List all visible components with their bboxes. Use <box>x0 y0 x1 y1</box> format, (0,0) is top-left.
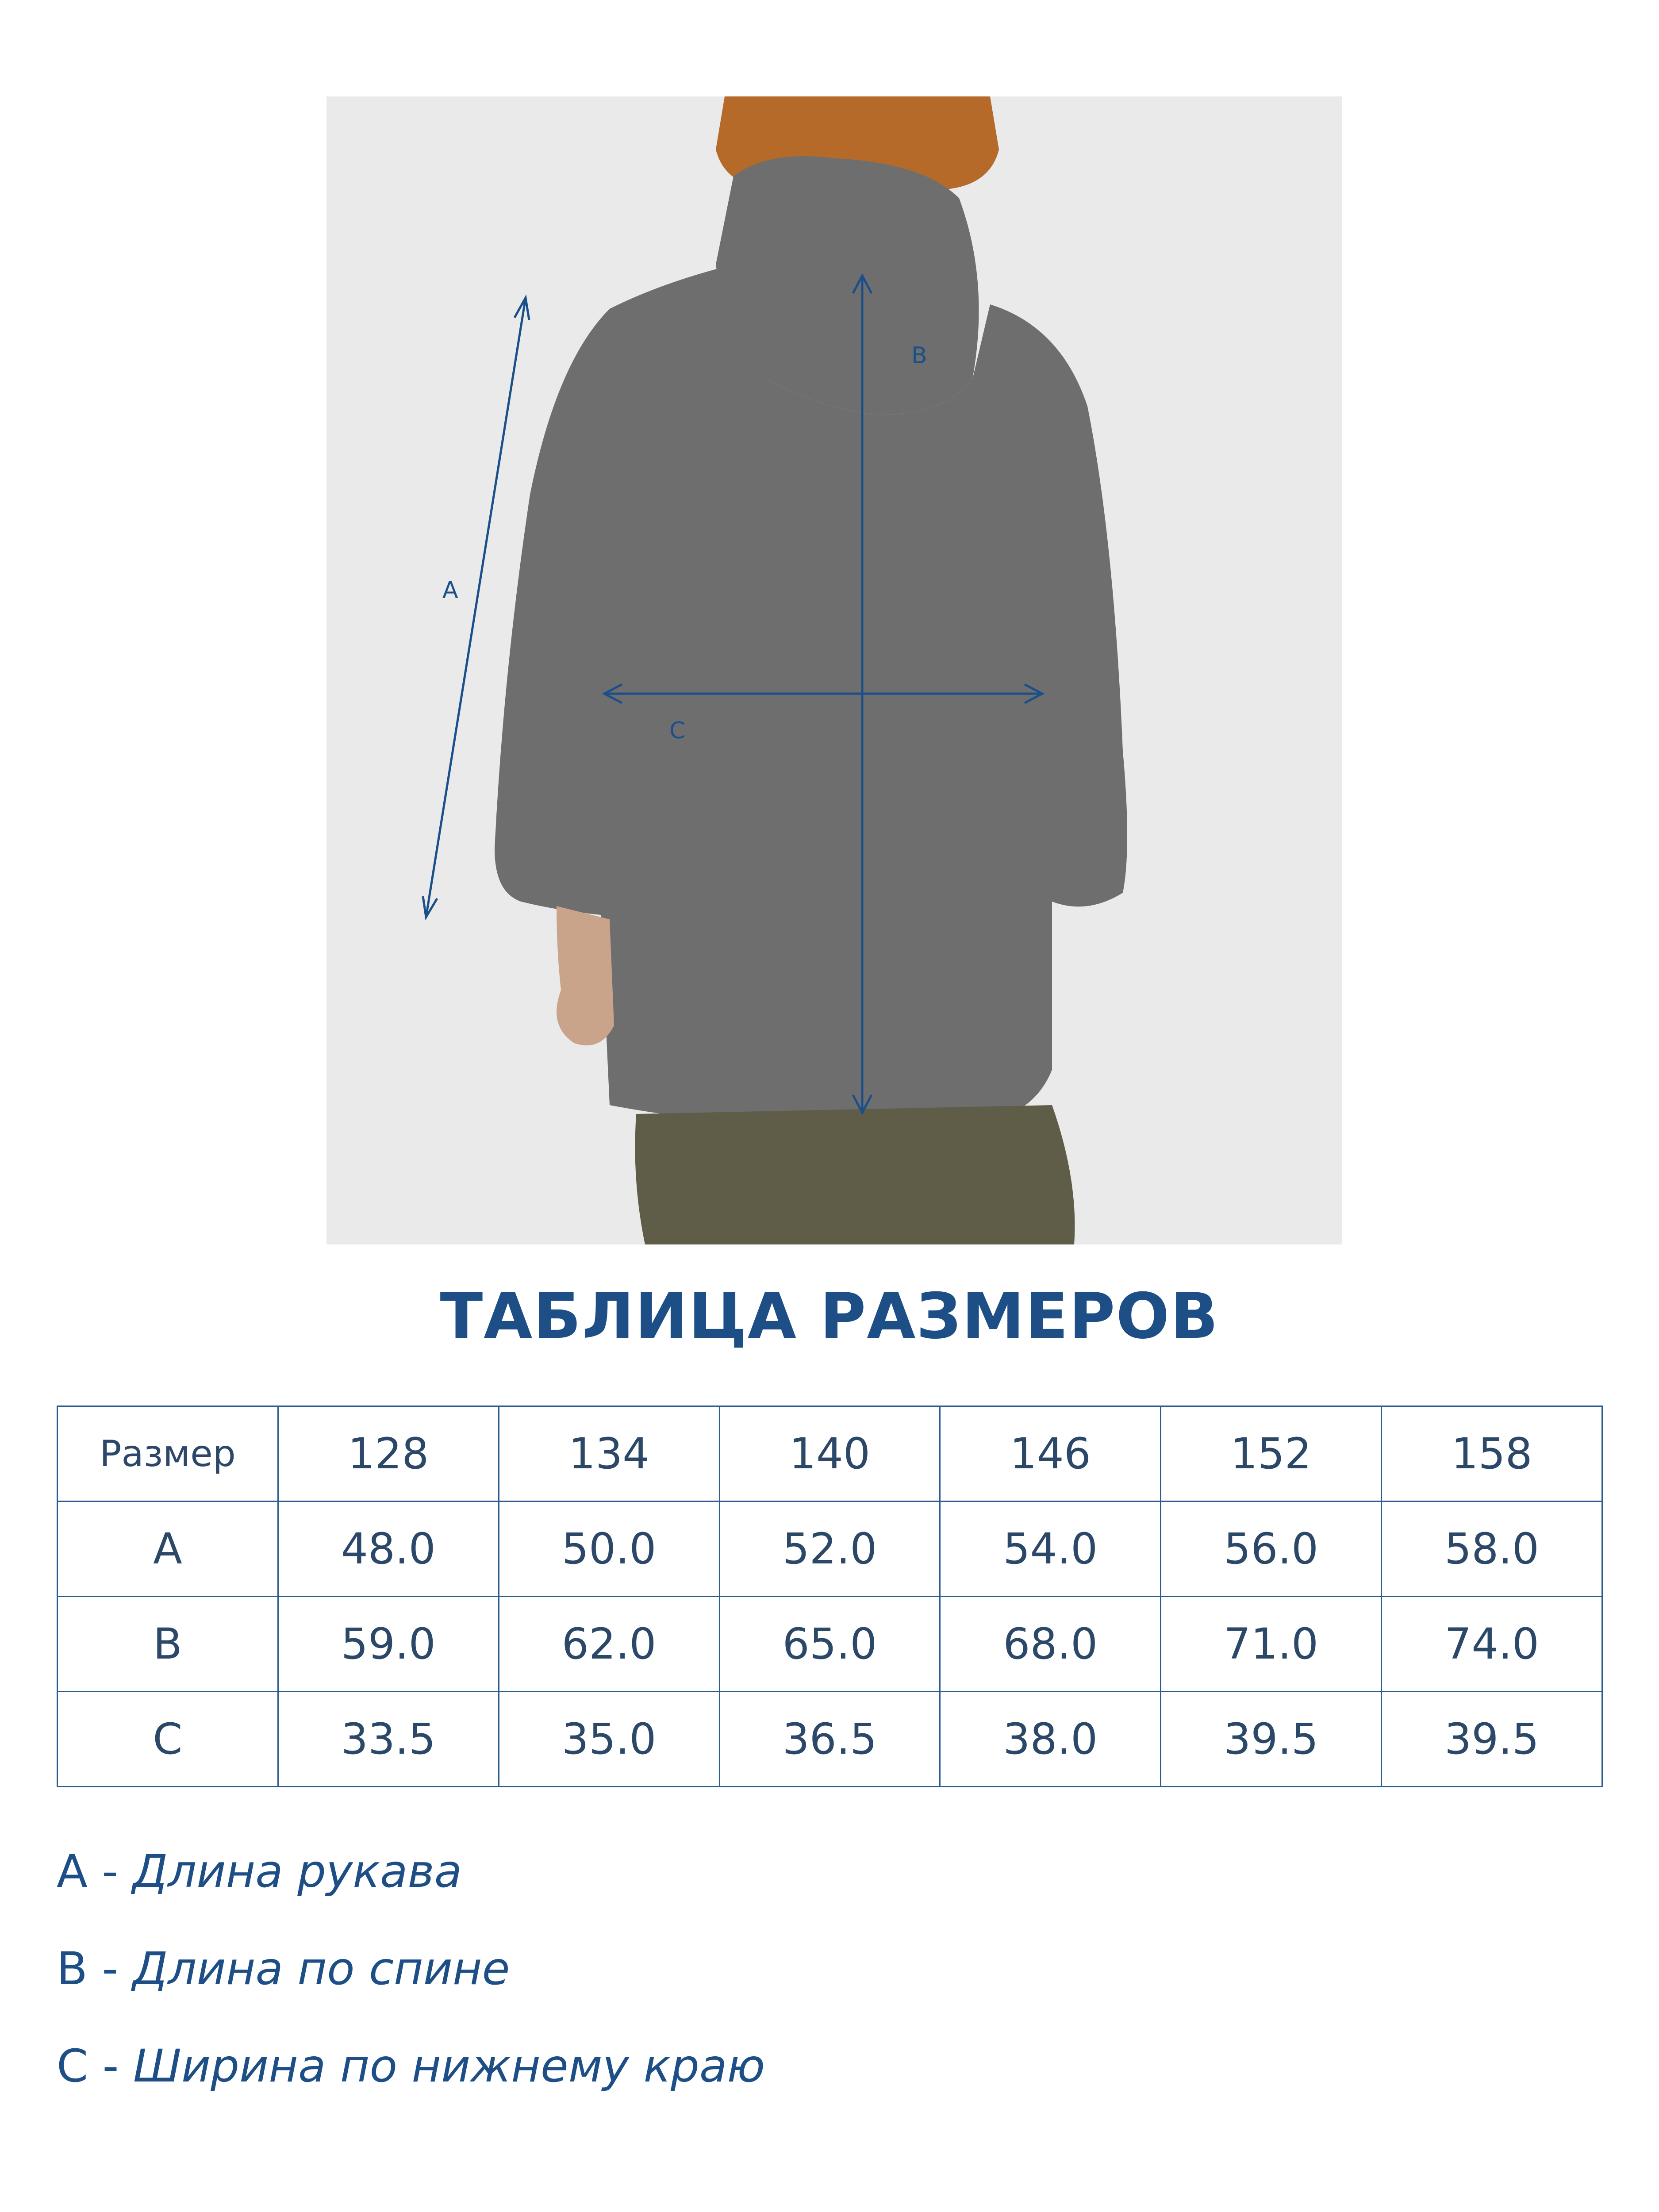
value-cell: 62.0 <box>499 1597 719 1692</box>
measure-label-a: A <box>442 577 458 603</box>
row-label-cell: B <box>58 1597 278 1692</box>
value-cell: 74.0 <box>1382 1597 1602 1692</box>
value-cell: 71.0 <box>1161 1597 1382 1692</box>
value-cell: 35.0 <box>499 1692 719 1787</box>
pants-shape <box>635 1105 1075 1244</box>
value-cell: 39.5 <box>1382 1692 1602 1787</box>
row-label-cell: C <box>58 1692 278 1787</box>
legend-separator: - <box>87 1845 133 1898</box>
header-size-cell: 146 <box>940 1406 1161 1502</box>
row-label-cell: A <box>58 1502 278 1597</box>
legend-text: Длина по спине <box>132 1943 510 1995</box>
legend-item-c <box>57 2040 765 2093</box>
legend-separator: - <box>88 2040 133 2093</box>
product-photo <box>326 96 1342 1244</box>
value-cell: 36.5 <box>719 1692 940 1787</box>
arrowhead-a-bottom <box>423 896 437 917</box>
page-title: ТАБЛИЦА РАЗМЕРОВ <box>440 1280 1219 1353</box>
value-cell: 39.5 <box>1161 1692 1382 1787</box>
legend-key: B <box>57 1943 88 1995</box>
value-cell: 52.0 <box>719 1502 940 1597</box>
hand-shape <box>557 906 614 1045</box>
value-cell: 48.0 <box>278 1502 499 1597</box>
header-size-cell: 152 <box>1161 1406 1382 1502</box>
table-row <box>58 1597 1602 1692</box>
value-cell: 65.0 <box>719 1597 940 1692</box>
legend-text: Длина рукава <box>132 1845 462 1898</box>
legend-item-a <box>57 1845 462 1898</box>
value-cell: 56.0 <box>1161 1502 1382 1597</box>
header-size-cell: 128 <box>278 1406 499 1502</box>
legend-key: C <box>57 2040 88 2093</box>
value-cell: 33.5 <box>278 1692 499 1787</box>
jacket-back-illustration <box>326 96 1342 1244</box>
table-header-row <box>58 1406 1602 1502</box>
measure-label-b: B <box>911 342 927 369</box>
header-label-cell: Размер <box>58 1406 278 1502</box>
header-size-cell: 158 <box>1382 1406 1602 1502</box>
size-table <box>57 1406 1603 1787</box>
header-size-cell: 134 <box>499 1406 719 1502</box>
value-cell: 50.0 <box>499 1502 719 1597</box>
legend-item-b <box>57 1943 510 1995</box>
value-cell: 58.0 <box>1382 1502 1602 1597</box>
value-cell: 68.0 <box>940 1597 1161 1692</box>
table-row <box>58 1692 1602 1787</box>
value-cell: 54.0 <box>940 1502 1161 1597</box>
measure-label-c: C <box>669 718 686 744</box>
legend-separator: - <box>87 1943 133 1995</box>
legend-text: Ширина по нижнему краю <box>133 2040 765 2093</box>
table-row <box>58 1502 1602 1597</box>
legend-key: A <box>57 1845 88 1898</box>
value-cell: 59.0 <box>278 1597 499 1692</box>
value-cell: 38.0 <box>940 1692 1161 1787</box>
header-size-cell: 140 <box>719 1406 940 1502</box>
